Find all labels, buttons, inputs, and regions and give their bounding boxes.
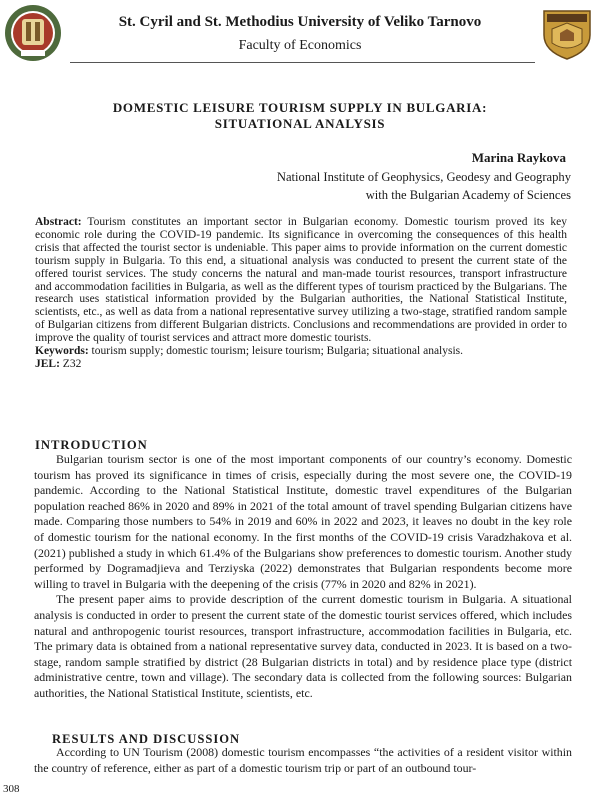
jel-label: JEL:: [35, 357, 60, 370]
jel-line: [35, 358, 567, 371]
abstract-block: [35, 216, 567, 371]
affiliation-line-1: National Institute of Geophysics, Geodesy and Geography: [276, 170, 571, 184]
keywords-text: tourism supply; domestic tourism; leisure tourism; Bulgaria; situational analysis.: [91, 345, 464, 358]
results-paragraph-1: According to UN Tourism (2008) domestic tourism encompasses “the activities of a resident visitor within the country of reference, either as part of a domestic tourism trip or part of an outbound tour-: [34, 745, 572, 775]
page-number: 308: [3, 783, 20, 795]
title-line-2: SITUATIONAL ANALYSIS: [214, 116, 386, 131]
header-divider: [70, 62, 535, 63]
abstract-text: Tourism constitutes an important sector in Bulgarian economy. Domestic tourism proved its key economic role during the COVID-19 pandemic. Its significance in overcoming the consequences of this health crisis that affected the tourist sector is undeniable. This paper aims to provide information on the current domestic tourism supply in Bulgaria. To this end, a situational analysis was conducted to present the current state of the offered tourist services. The study concerns the natural and man-made tourist resources, transport infrastructure and accommodation facilities in Bulgaria, as well as the different types of tourism practiced by the Bulgarians. The research uses statistical information provided by the Bulgarian authorities, the National Statistical Institute, scientists, etc., as well as data from a national representative survey utilizing a two-stage, stratified random sample of Bulgarian citizens from different Bulgarian districts. Conclusions and recommendations are provided in order to improve the quality of tourist services and attract more domestic tourists.: [35, 216, 567, 345]
jel-code: Z32: [62, 357, 82, 370]
introduction-paragraph-2: The present paper aims to provide description of the current domestic tourism in Bulgaria. A situational analysis is conducted in order to present the current state of the domestic tourist services offered, which includes natural and anthropogenic tourist resources, transport infrastructure, accommodation facilities in Bulgaria, etc. The primary data is obtained from a national representative survey data, conducted in 2023. It is based on a two-stage, random sample stratified by district (28 Bulgarian districts in total) and by residence place type (district administrative centre, town and village). The secondary data is collected from the following sources: Bulgarian authorities, the National Statistical Institute, scientists, etc.: [34, 592, 572, 700]
abstract-paragraph: [35, 216, 567, 345]
affiliation-line-2: with the Bulgarian Academy of Sciences: [365, 188, 571, 202]
faculty-name: Faculty of Economics: [238, 38, 362, 53]
results-body: [34, 745, 572, 776]
keywords-label: Keywords:: [35, 345, 89, 358]
introduction-paragraph-1: Bulgarian tourism sector is one of the most important components of our country’s economy. Domestic tourism has proved its significance in times of crisis, especially during the most severe one, the COVID-19 pandemic. According to the National Statistical Institute, domestic travel expenditures of the Bulgarian population reached 86% in 2020 and 89% in 2021 of the total amount of travel spending Bulgarian citizens have made. Comparing those numbers to 54% in 2019 and 60% in 2022 and 2023, it leaves no doubt in the key role of domestic tourism for the national economy. In the first months of the COVID-19 crisis Varadzhakova et al. (2021) published a study in which 61.4% of the Bulgarians show preferences to domestic tourism. Another study performed by Dogramadjieva and Terziyska (2022) demonstrates that Bulgarian respondents become more willing to travel in Bulgaria with the deepening of the crisis (77% in 2020 and 82% in 2021).: [34, 452, 572, 591]
introduction-body: [34, 452, 572, 702]
results-heading: RESULTS AND DISCUSSION: [52, 732, 241, 746]
title-line-1: DOMESTIC LEISURE TOURISM SUPPLY IN BULGARIA:: [112, 100, 488, 115]
introduction-heading: INTRODUCTION: [35, 438, 148, 452]
page-header: [0, 0, 600, 66]
author-name: Marina Raykova: [471, 150, 566, 165]
university-seal-logo: [3, 3, 63, 63]
author-affiliation: [220, 168, 571, 204]
faculty-crest-logo: [538, 3, 596, 63]
paper-title: [40, 100, 560, 132]
university-name: St. Cyril and St. Methodius University of Veliko Tarnovo: [118, 14, 482, 30]
keywords-line: [35, 345, 567, 358]
abstract-label: Abstract:: [35, 216, 82, 228]
